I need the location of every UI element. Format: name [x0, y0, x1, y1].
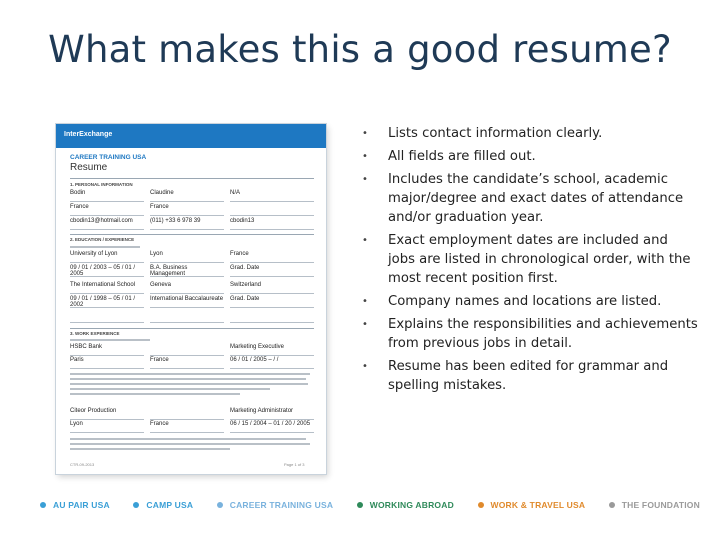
- resume-divider: [70, 328, 314, 329]
- resume-field: Paris: [70, 357, 144, 369]
- resume-field: The International School: [70, 282, 144, 294]
- resume-section-personal: 1. PERSONAL INFORMATION: [70, 182, 133, 187]
- bullet-icon: •: [362, 361, 368, 372]
- resume-text-line: [70, 438, 306, 440]
- resume-field: Geneva: [150, 282, 224, 294]
- footer-label: WORKING ABROAD: [369, 500, 454, 510]
- resume-text-line: [70, 339, 150, 341]
- resume-row: [70, 265, 314, 276]
- footer-label: AU PAIR USA: [53, 500, 110, 510]
- resume-text-line: [70, 388, 270, 390]
- resume-text-line: [70, 393, 240, 395]
- resume-doc-title: Resume: [70, 162, 108, 173]
- footer-link-career-training[interactable]: [217, 500, 333, 510]
- resume-text-line: [70, 383, 308, 385]
- bullet-icon: •: [362, 235, 368, 246]
- bullet-list: [362, 124, 698, 399]
- resume-row: [70, 357, 314, 368]
- dot-icon: [217, 502, 223, 508]
- resume-field: [70, 311, 144, 323]
- list-item: [362, 124, 698, 143]
- dot-icon: [609, 502, 615, 508]
- resume-row: [70, 251, 314, 262]
- bullet-text: Includes the candidate’s school, academic major/degree and exact dates of attendance and/or graduation year.: [388, 172, 684, 225]
- resume-row: [70, 282, 314, 293]
- resume-row: [70, 421, 314, 432]
- dot-icon: [357, 502, 363, 508]
- resume-row: [70, 344, 314, 355]
- slide-title: What makes this a good resume?: [48, 28, 672, 71]
- resume-field: [230, 311, 314, 323]
- resume-field: cbodin13: [230, 218, 314, 230]
- resume-program: CAREER TRAINING USA: [70, 154, 147, 161]
- resume-field: Switzerland: [230, 282, 314, 294]
- list-item: [362, 357, 698, 395]
- bullet-icon: •: [362, 174, 368, 185]
- resume-divider: [70, 178, 314, 179]
- footer-link-foundation[interactable]: [609, 500, 700, 510]
- resume-text-line: [70, 443, 310, 445]
- resume-field: France: [150, 421, 224, 433]
- resume-divider: [70, 234, 314, 235]
- resume-field: HSBC Bank: [70, 344, 144, 356]
- list-item: [362, 315, 698, 353]
- resume-field: 09 / 01 / 2003 – 05 / 01 / 2005: [70, 265, 144, 277]
- bullet-icon: •: [362, 151, 368, 162]
- resume-field: Grad. Date: [230, 296, 314, 308]
- resume-row: [70, 218, 314, 229]
- resume-field: (011) +33 6 978 39: [150, 218, 224, 230]
- resume-field: B.A. Business Management: [150, 265, 224, 277]
- bullet-text: Resume has been edited for grammar and spelling mistakes.: [388, 359, 669, 393]
- resume-row: [70, 204, 314, 215]
- resume-section-work: 3. WORK EXPERIENCE: [70, 331, 120, 336]
- resume-text-line: [70, 378, 306, 380]
- resume-field: France: [150, 357, 224, 369]
- resume-field: cbodin13@hotmail.com: [70, 218, 144, 230]
- resume-field: Marketing Executive: [230, 344, 314, 356]
- resume-footer-code: CTR-09-2013: [70, 462, 95, 467]
- resume-field: Marketing Administrator: [230, 408, 314, 420]
- resume-field: Grad. Date: [230, 265, 314, 277]
- resume-row: [70, 190, 314, 201]
- list-item: [362, 170, 698, 227]
- bullet-text: Lists contact information clearly.: [388, 126, 603, 141]
- resume-field: [230, 204, 314, 216]
- list-item: [362, 147, 698, 166]
- list-item: [362, 231, 698, 288]
- resume-field: 06 / 01 / 2005 – / /: [230, 357, 314, 369]
- bullet-text: Company names and locations are listed.: [388, 294, 662, 309]
- program-footer: [40, 497, 700, 513]
- footer-link-working-abroad[interactable]: [357, 500, 454, 510]
- resume-section-education: 2. EDUCATION / EXPERIENCE: [70, 237, 135, 242]
- resume-field: International Baccalaureate: [150, 296, 224, 308]
- dot-icon: [478, 502, 484, 508]
- list-item: [362, 292, 698, 311]
- footer-label: CAREER TRAINING USA: [229, 500, 334, 510]
- bullet-icon: •: [362, 128, 368, 139]
- resume-page-number: Page 1 of 3: [284, 462, 305, 467]
- resume-field: Claudine: [150, 190, 224, 202]
- dot-icon: [133, 502, 139, 508]
- bullet-text: Exact employment dates are included and jobs are listed in chronological order, with the most recent position first.: [388, 233, 691, 286]
- resume-field: Lyon: [150, 251, 224, 263]
- resume-field: University of Lyon: [70, 251, 144, 263]
- footer-label: CAMP USA: [146, 500, 194, 510]
- footer-link-au-pair[interactable]: [40, 500, 110, 510]
- resume-field: [150, 408, 224, 420]
- bullet-icon: •: [362, 296, 368, 307]
- dot-icon: [40, 502, 46, 508]
- bullet-text: Explains the responsibilities and achievements from previous jobs in detail.: [388, 317, 698, 351]
- resume-field: 06 / 15 / 2004 – 01 / 20 / 2005: [230, 421, 314, 433]
- resume-row: [70, 296, 314, 307]
- resume-row: [70, 311, 314, 322]
- interexchange-logo: InterExchange: [64, 131, 113, 138]
- bullet-icon: •: [362, 319, 368, 330]
- resume-field: France: [230, 251, 314, 263]
- resume-field: Citeor Production: [70, 408, 144, 420]
- footer-link-work-travel[interactable]: [478, 500, 586, 510]
- resume-field: [150, 344, 224, 356]
- resume-text-line: [70, 373, 310, 375]
- resume-field: [150, 311, 224, 323]
- resume-field: Bodin: [70, 190, 144, 202]
- footer-link-camp[interactable]: [133, 500, 193, 510]
- resume-text-line: [70, 246, 140, 248]
- footer-label: WORK & TRAVEL USA: [490, 500, 586, 510]
- resume-field: Lyon: [70, 421, 144, 433]
- bullet-text: All fields are filled out.: [388, 149, 536, 164]
- resume-row: [70, 408, 314, 419]
- resume-field: N/A: [230, 190, 314, 202]
- resume-text-line: [70, 448, 230, 450]
- resume-field: France: [70, 204, 144, 216]
- resume-field: France: [150, 204, 224, 216]
- resume-thumbnail: [56, 124, 326, 474]
- footer-label: THE FOUNDATION: [621, 500, 700, 510]
- resume-field: 09 / 01 / 1998 – 05 / 01 / 2002: [70, 296, 144, 308]
